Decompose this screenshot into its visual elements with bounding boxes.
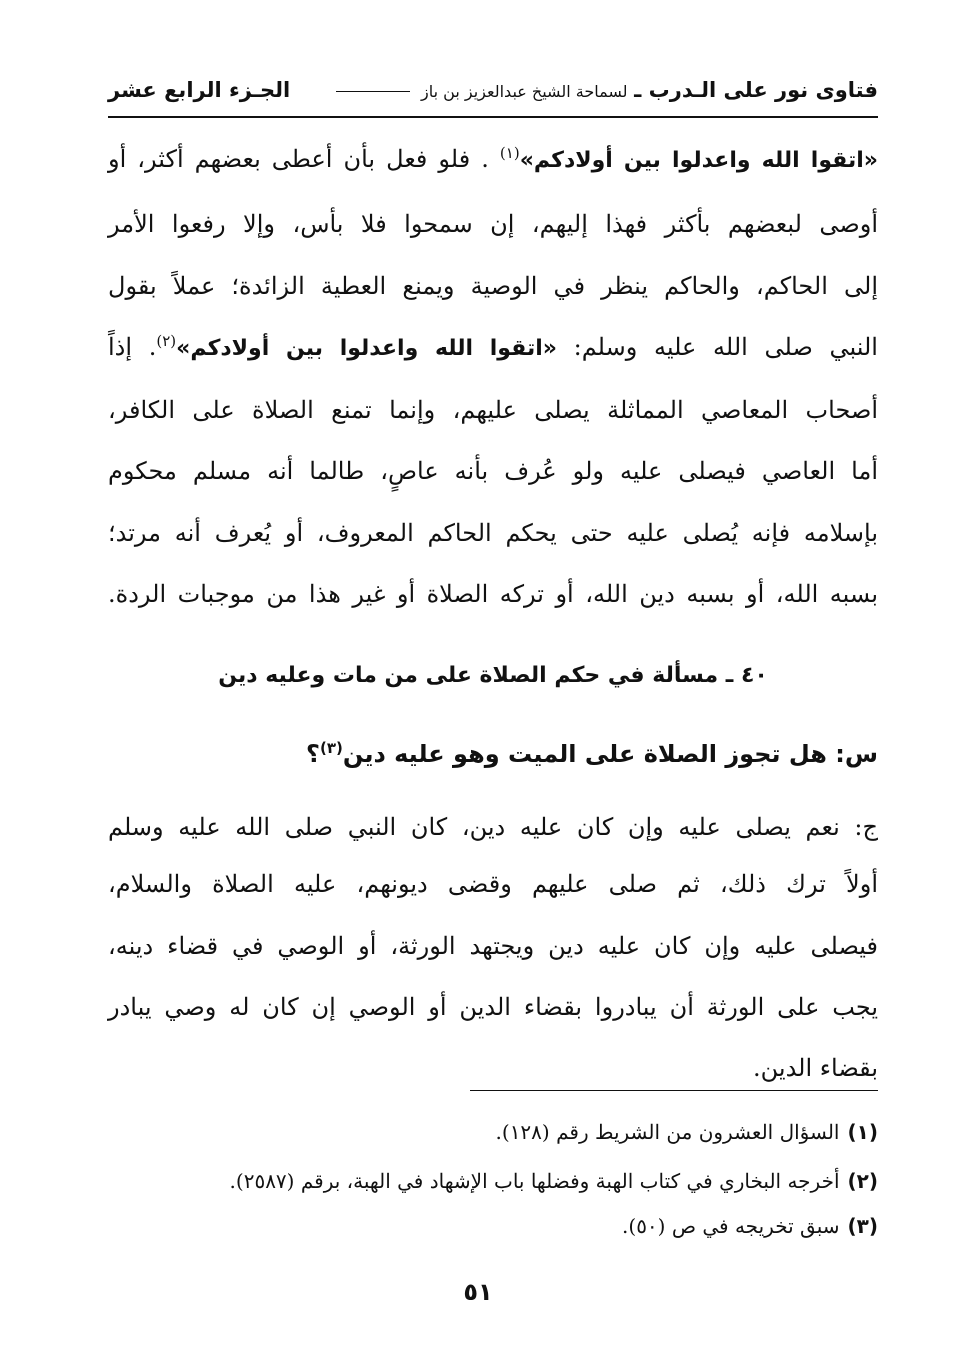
footnote-text: سبق تخريجه في ص (٥٠).: [622, 1214, 840, 1238]
footnote-ref: (٣): [319, 739, 343, 757]
answer-label: ج:: [854, 813, 878, 841]
question-text: س: هل تجوز الصلاة على الميت وهو عليه دين: [342, 740, 878, 768]
answer-line-5: بقضاء الدين.: [752, 1054, 878, 1082]
footnote-ref: (١): [499, 144, 520, 162]
footnote-number: (٣): [847, 1214, 878, 1238]
hadith-quote: «اتقوا الله واعدلوا بين أولادكم»: [519, 148, 878, 173]
body-text: . إذاً: [108, 333, 157, 361]
header-book-title: [332, 78, 878, 102]
hadith-quote: «اتقوا الله واعدلوا بين أولادكم»: [176, 336, 557, 361]
body-line-8: بسبه الله، أو بسبه دين الله، أو تركه الصلاة أو غير هذا من موجبات الردة.: [108, 580, 878, 608]
body-text: النبي صلى الله عليه وسلم:: [573, 333, 878, 361]
body-line-5: أصحاب المعاصي المماثلة يصلى عليهم، وإنما تمنع الصلاة على الكافر،: [108, 396, 878, 424]
header-dash: [336, 91, 410, 92]
answer-line-2: أولاً ترك ذلك، ثم صلى عليهم وقضى ديونهم، عليه الصلاة والسلام،: [108, 870, 878, 898]
answer-line-1: [108, 802, 878, 852]
footnote-text: أخرجه البخاري في كتاب الهبة وفضلها باب الإشهاد في الهبة، برقم (٢٥٨٧).: [229, 1169, 840, 1193]
body-line-1: [108, 134, 878, 184]
section-heading: ٤٠ ـ مسألة في حكم الصلاة على من مات وعليه دين: [218, 663, 768, 688]
answer-text: نعم يصلى عليه وإن كان عليه دين، كان النبي صلى الله عليه وسلم: [108, 813, 840, 841]
footnote-separator: [470, 1090, 878, 1091]
footnote-ref: (٢): [156, 332, 177, 350]
header-title: فتاوى نور على الـدرب ـ: [634, 78, 878, 102]
body-line-6: أما العاصي فيصلى عليه ولو عُرف بأنه عاصٍ، طالما أنه مسلم محكوم: [108, 457, 878, 485]
body-text: . فلو فعل بأن أعطى بعضهم أكثر، أو: [108, 145, 489, 173]
running-header: [108, 72, 878, 118]
header-author: لسماحة الشيخ عبدالعزيز بن باز: [421, 82, 628, 101]
body-line-3: إلى الحاكم، والحاكم ينظر في الوصية ويمنع العطية الزائدة؛ عملاً بقول: [108, 272, 878, 300]
body-line-4: [108, 322, 878, 372]
question-mark: ؟: [306, 740, 320, 768]
footnote-number: (١): [847, 1120, 878, 1144]
question: [108, 726, 878, 782]
footnote-1: [108, 1112, 878, 1152]
body-line-2: أوصى لبعضهم بأكثر فهذا إليهم، إن سمحوا فلا بأس، وإلا رفعوا الأمر: [108, 210, 879, 238]
answer-line-4: يجب على الورثة أن يبادروا بقضاء الدين أو الوصي إن كان له وصي يبادر: [108, 993, 878, 1021]
body-line-7: بإسلامه فإنه يُصلى عليه حتى يحكم الحاكم المعروف، أو يُعرف أنه مرتد؛: [108, 519, 878, 547]
footnote-2: [108, 1161, 878, 1201]
footnote-text: السؤال العشرون من الشريط رقم (١٢٨).: [495, 1120, 840, 1144]
footnote-3: [108, 1206, 878, 1246]
header-part: الجـزء الرابع عشر: [108, 78, 291, 102]
page-number: ٥١: [463, 1278, 493, 1306]
answer-line-3: فيصلى عليه وإن كان عليه دين ويجتهد الورثة، أو الوصي في قضاء دينه،: [108, 932, 878, 960]
footnote-number: (٢): [847, 1169, 878, 1193]
